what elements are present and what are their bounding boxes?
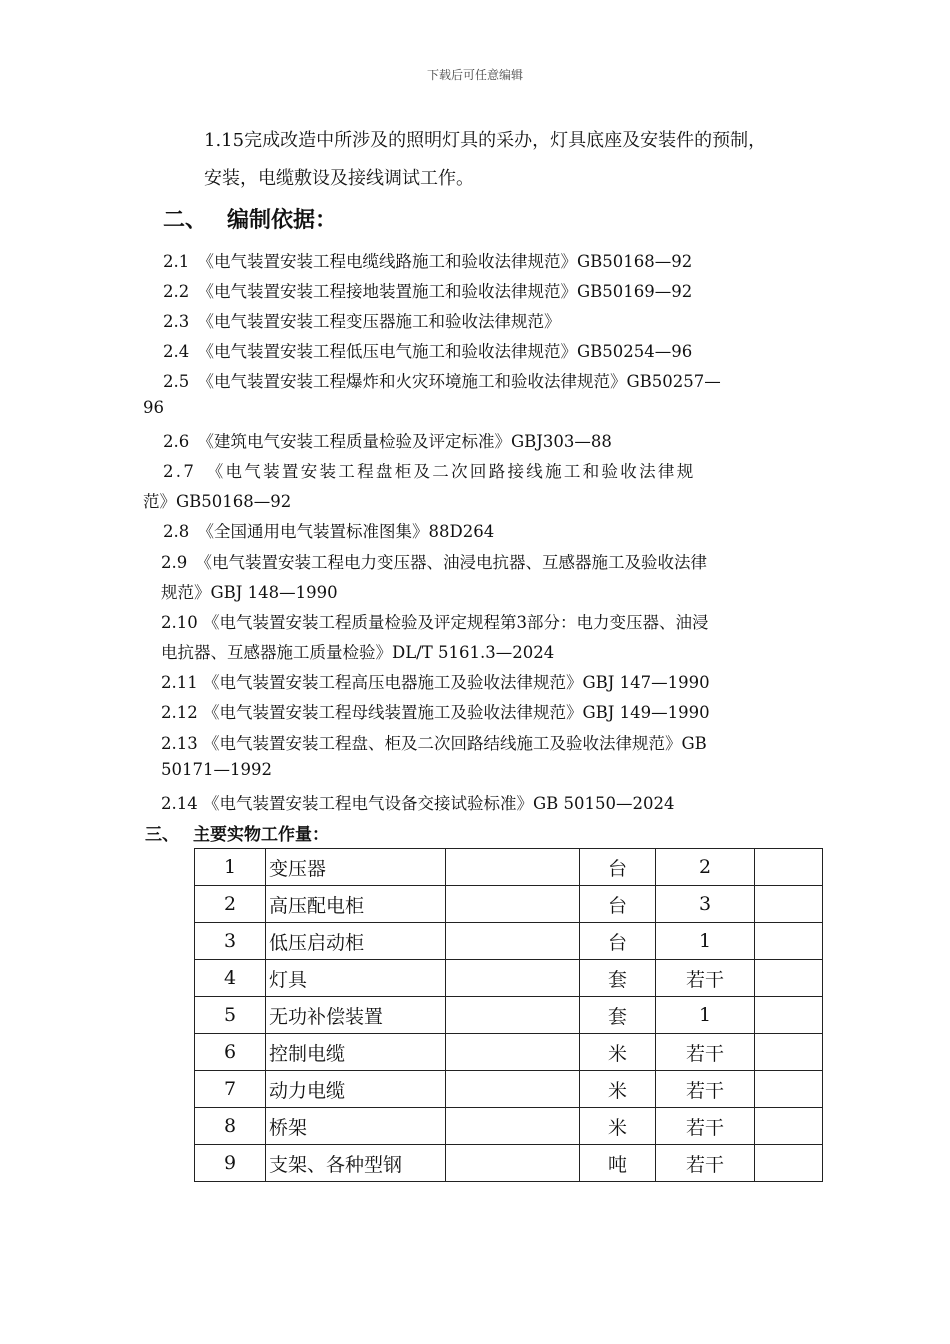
item-spec bbox=[446, 886, 580, 923]
table-row bbox=[195, 960, 823, 997]
item-quantity: 2 bbox=[656, 849, 755, 886]
item-spec bbox=[446, 1034, 580, 1071]
item-name: 支架、各种型钢 bbox=[266, 1145, 446, 1182]
item-number: 1 bbox=[195, 849, 266, 886]
reference-2-5: 2.5 《电气装置安装工程爆炸和火灾环境施工和验收法律规范》GB50257— bbox=[163, 372, 721, 391]
reference-2-14: 2.14 《电气装置安装工程电气设备交接试验标准》GB 50150—2024 bbox=[161, 794, 675, 813]
reference-2-4: 2.4 《电气装置安装工程低压电气施工和验收法律规范》GB50254—96 bbox=[163, 342, 693, 361]
reference-2-5-cont: 96 bbox=[143, 398, 164, 417]
item-unit: 套 bbox=[580, 960, 656, 997]
item-unit: 米 bbox=[580, 1071, 656, 1108]
item-unit: 台 bbox=[580, 886, 656, 923]
item-quantity: 若干 bbox=[656, 1034, 755, 1071]
item-unit: 米 bbox=[580, 1034, 656, 1071]
item-number: 4 bbox=[195, 960, 266, 997]
item-spec bbox=[446, 849, 580, 886]
item-remark bbox=[755, 886, 823, 923]
section-3-title: 主要实物工作量： bbox=[193, 825, 329, 845]
item-quantity: 1 bbox=[656, 923, 755, 960]
reference-2-12: 2.12 《电气装置安装工程母线装置施工及验收法律规范》GBJ 149—1990 bbox=[161, 703, 710, 722]
item-number: 8 bbox=[195, 1108, 266, 1145]
section-2-title: 编制依据： bbox=[227, 207, 338, 233]
item-name: 灯具 bbox=[266, 960, 446, 997]
item-remark bbox=[755, 960, 823, 997]
reference-2-11: 2.11 《电气装置安装工程高压电器施工及验收法律规范》GBJ 147—1990 bbox=[161, 673, 710, 692]
item-remark bbox=[755, 1145, 823, 1182]
item-number: 5 bbox=[195, 997, 266, 1034]
item-remark bbox=[755, 997, 823, 1034]
table-row bbox=[195, 1071, 823, 1108]
intro-line-1: 1.15完成改造中所涉及的照明灯具的采办，灯具底座及安装件的预制， bbox=[204, 130, 767, 151]
item-quantity: 1 bbox=[656, 997, 755, 1034]
table-row bbox=[195, 997, 823, 1034]
item-name: 桥架 bbox=[266, 1108, 446, 1145]
section-2-number: 二、 bbox=[163, 207, 208, 233]
item-unit: 台 bbox=[580, 849, 656, 886]
reference-2-2: 2.2 《电气装置安装工程接地装置施工和验收法律规范》GB50169—92 bbox=[163, 282, 693, 301]
reference-2-8: 2.8 《全国通用电气装置标准图集》88D264 bbox=[163, 522, 495, 541]
reference-2-10: 2.10 《电气装置安装工程质量检验及评定规程第3部分：电力变压器、油浸 bbox=[161, 613, 709, 632]
item-number: 2 bbox=[195, 886, 266, 923]
table-row bbox=[195, 849, 823, 886]
item-quantity: 若干 bbox=[656, 1108, 755, 1145]
workload-table bbox=[194, 848, 823, 1182]
item-quantity: 若干 bbox=[656, 1071, 755, 1108]
item-remark bbox=[755, 1071, 823, 1108]
table-row bbox=[195, 886, 823, 923]
item-spec bbox=[446, 923, 580, 960]
reference-2-13: 2.13 《电气装置安装工程盘、柜及二次回路结线施工及验收法律规范》GB bbox=[161, 734, 707, 753]
item-name: 动力电缆 bbox=[266, 1071, 446, 1108]
item-name: 控制电缆 bbox=[266, 1034, 446, 1071]
reference-2-9: 2.9 《电气装置安装工程电力变压器、油浸电抗器、互感器施工及验收法律 bbox=[161, 553, 707, 572]
item-number: 9 bbox=[195, 1145, 266, 1182]
item-unit: 台 bbox=[580, 923, 656, 960]
reference-2-7: 2.7 《电气装置安装工程盘柜及二次回路接线施工和验收法律规 bbox=[163, 462, 696, 481]
intro-line-2: 安装，电缆敷设及接线调试工作。 bbox=[204, 168, 474, 189]
table-row bbox=[195, 1108, 823, 1145]
item-remark bbox=[755, 1108, 823, 1145]
item-number: 6 bbox=[195, 1034, 266, 1071]
item-unit: 米 bbox=[580, 1108, 656, 1145]
item-number: 3 bbox=[195, 923, 266, 960]
item-name: 无功补偿装置 bbox=[266, 997, 446, 1034]
table-row bbox=[195, 923, 823, 960]
item-quantity: 若干 bbox=[656, 1145, 755, 1182]
table-row bbox=[195, 1034, 823, 1071]
section-3-heading bbox=[145, 820, 329, 845]
item-spec bbox=[446, 1108, 580, 1145]
item-name: 高压配电柜 bbox=[266, 886, 446, 923]
reference-2-6: 2.6 《建筑电气安装工程质量检验及评定标准》GBJ303—88 bbox=[163, 432, 612, 451]
reference-2-3: 2.3 《电气装置安装工程变压器施工和验收法律规范》 bbox=[163, 312, 561, 331]
page-header: 下载后可任意编辑 bbox=[426, 68, 523, 82]
item-number: 7 bbox=[195, 1071, 266, 1108]
item-name: 变压器 bbox=[266, 849, 446, 886]
item-remark bbox=[755, 923, 823, 960]
section-3-number: 三、 bbox=[145, 825, 179, 845]
item-name: 低压启动柜 bbox=[266, 923, 446, 960]
item-remark bbox=[755, 849, 823, 886]
item-remark bbox=[755, 1034, 823, 1071]
item-unit: 套 bbox=[580, 997, 656, 1034]
reference-2-10-cont: 电抗器、互感器施工质量检验》DL/T 5161.3—2024 bbox=[161, 643, 555, 662]
table-row bbox=[195, 1145, 823, 1182]
reference-2-7-cont: 范》GB50168—92 bbox=[143, 492, 292, 511]
section-2-heading bbox=[163, 203, 337, 234]
item-spec bbox=[446, 960, 580, 997]
reference-2-1: 2.1 《电气装置安装工程电缆线路施工和验收法律规范》GB50168—92 bbox=[163, 252, 693, 271]
item-spec bbox=[446, 997, 580, 1034]
reference-2-9-cont: 规范》GBJ 148—1990 bbox=[161, 583, 338, 602]
item-unit: 吨 bbox=[580, 1145, 656, 1182]
reference-2-13-cont: 50171—1992 bbox=[161, 760, 272, 779]
item-quantity: 3 bbox=[656, 886, 755, 923]
item-spec bbox=[446, 1071, 580, 1108]
item-spec bbox=[446, 1145, 580, 1182]
item-quantity: 若干 bbox=[656, 960, 755, 997]
